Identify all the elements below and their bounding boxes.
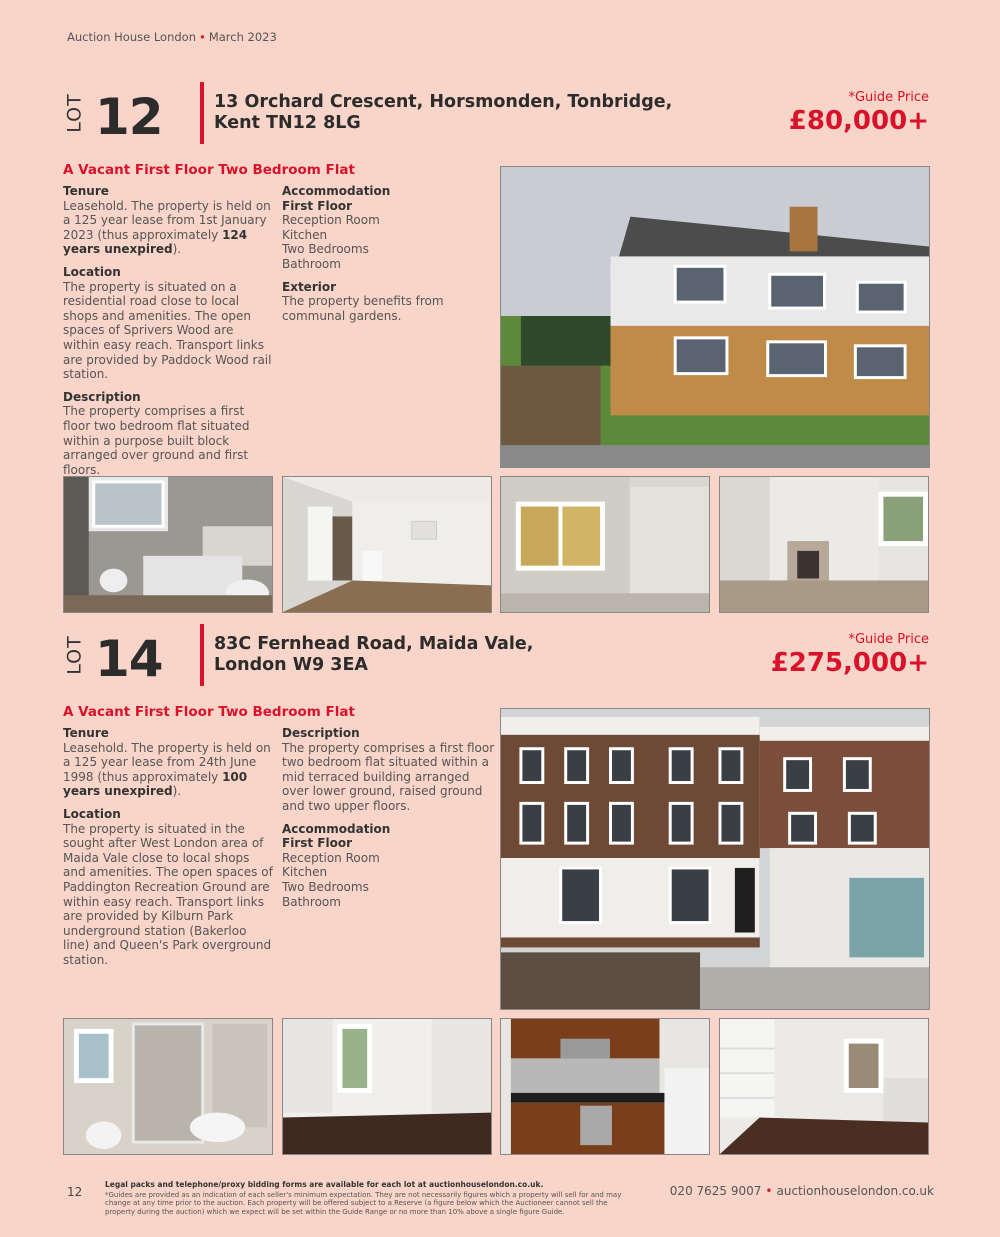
guide-price-label: *Guide Price — [848, 90, 929, 105]
bedroom-fireplace-photo — [719, 476, 929, 613]
bedroom-photo — [500, 476, 710, 613]
room-item: Bathroom — [282, 894, 341, 909]
lot-14 — [63, 630, 933, 1178]
tenure-heading: Tenure — [63, 726, 109, 740]
guide-price: £275,000+ — [770, 648, 929, 678]
accommodation-heading: Accommodation — [282, 184, 391, 198]
page-header — [67, 30, 277, 44]
guide-price: £80,000+ — [788, 106, 929, 136]
exterior-photo — [500, 166, 930, 468]
legal-lead: Legal packs and telephone/proxy bidding forms are available for each lot at auctionhouselondon.co.uk. — [105, 1180, 544, 1189]
tenure-heading: Tenure — [63, 184, 109, 198]
lot-label: LOT — [63, 93, 86, 133]
exterior-text: The property benefits from communal gardens. — [282, 294, 444, 323]
room-item: Bathroom — [282, 256, 341, 271]
room-item: Kitchen — [282, 227, 328, 242]
location-heading: Location — [63, 806, 121, 821]
room-item: Reception Room — [282, 850, 380, 865]
lot-address: 83C Fernhead Road, Maida Vale, London W9 3EA — [214, 634, 534, 675]
separator-dot: • — [199, 30, 206, 44]
location-text: The property is situated in the sought after West London area of Maida Vale close to local shops and amenities. The open spaces of Paddington Recreation Ground are within easy reach. Transport links are provided by Kilburn Park underground station (Bakerloo line) and Queen's Park overground station. — [63, 821, 273, 967]
description-heading: Description — [63, 389, 141, 404]
legal-disclaimer — [105, 1181, 630, 1216]
bedroom-photo — [282, 1018, 492, 1155]
description-text: The property comprises a first floor two bedroom flat situated within a purpose built block arranged over ground and first floors. — [63, 404, 250, 477]
lot-label: LOT — [63, 635, 86, 675]
brand-name: Auction House London — [67, 30, 197, 44]
exterior-heading: Exterior — [282, 279, 337, 294]
lot-12 — [63, 88, 933, 636]
details-column-right — [282, 726, 497, 909]
website-link[interactable]: auctionhouselondon.co.uk — [776, 1184, 934, 1198]
reception-room-photo — [282, 476, 492, 613]
shower-room-photo — [63, 1018, 273, 1155]
issue-date: March 2023 — [208, 30, 277, 44]
phone-number: 020 7625 9007 — [669, 1184, 762, 1198]
room-item: Reception Room — [282, 213, 380, 228]
lot-address: 13 Orchard Crescent, Horsmonden, Tonbridge, Kent TN12 8LG — [214, 92, 673, 133]
room-item: Two Bedrooms — [282, 879, 369, 894]
guide-price-label: *Guide Price — [848, 632, 929, 647]
lot-number: 14 — [95, 630, 163, 688]
red-divider — [200, 82, 204, 144]
kitchen-photo — [500, 1018, 710, 1155]
separator-dot: • — [765, 1184, 773, 1198]
description-text: The property comprises a first floor two bedroom flat situated within a mid terraced building arranged over lower ground, raised ground and two upper floors. — [282, 740, 495, 813]
details-column-right — [282, 184, 497, 331]
exterior-photo — [500, 708, 930, 1010]
tenure-text: Leasehold. The property is held on a 125 year lease from 24th June 1998 (thus approximately 100 years unexpired). — [63, 740, 271, 799]
lot-subtitle: A Vacant First Floor Two Bedroom Flat — [63, 162, 355, 178]
accommodation-heading: Accommodation — [282, 821, 391, 836]
legal-text: *Guides are provided as an indication of each seller's minimum expectation. They are not necessarily figures which a property will sell for and may change at any time prior to the auction. Each property will be offered subject to a Reserve (a figure below which the Auctioneer cannot sell the property during the auction) which we expect will be set within the Guide Range or no more than 10% above a single figure Guide. — [105, 1190, 622, 1216]
location-text: The property is situated on a residential road close to local shops and amenities. The open spaces of Sprivers Wood are within easy reach. Transport links are provided by Paddock Wood rail station. — [63, 279, 272, 382]
bedroom-shelves-photo — [719, 1018, 929, 1155]
room-item: Two Bedrooms — [282, 242, 369, 257]
lot-subtitle: A Vacant First Floor Two Bedroom Flat — [63, 704, 355, 720]
bathroom-photo — [63, 476, 273, 613]
description-heading: Description — [282, 726, 360, 740]
footer-contact — [670, 1184, 934, 1198]
floor-label: First Floor — [282, 198, 353, 213]
location-heading: Location — [63, 264, 121, 279]
room-item: Kitchen — [282, 865, 328, 880]
details-column-left — [63, 184, 273, 485]
page-number: 12 — [67, 1185, 83, 1199]
tenure-text: Leasehold. The property is held on a 125 year lease from 1st January 2023 (thus approximately 124 years unexpired). — [63, 198, 271, 257]
floor-label: First Floor — [282, 836, 353, 851]
details-column-left — [63, 726, 273, 976]
red-divider — [200, 624, 204, 686]
lot-number: 12 — [95, 88, 163, 146]
